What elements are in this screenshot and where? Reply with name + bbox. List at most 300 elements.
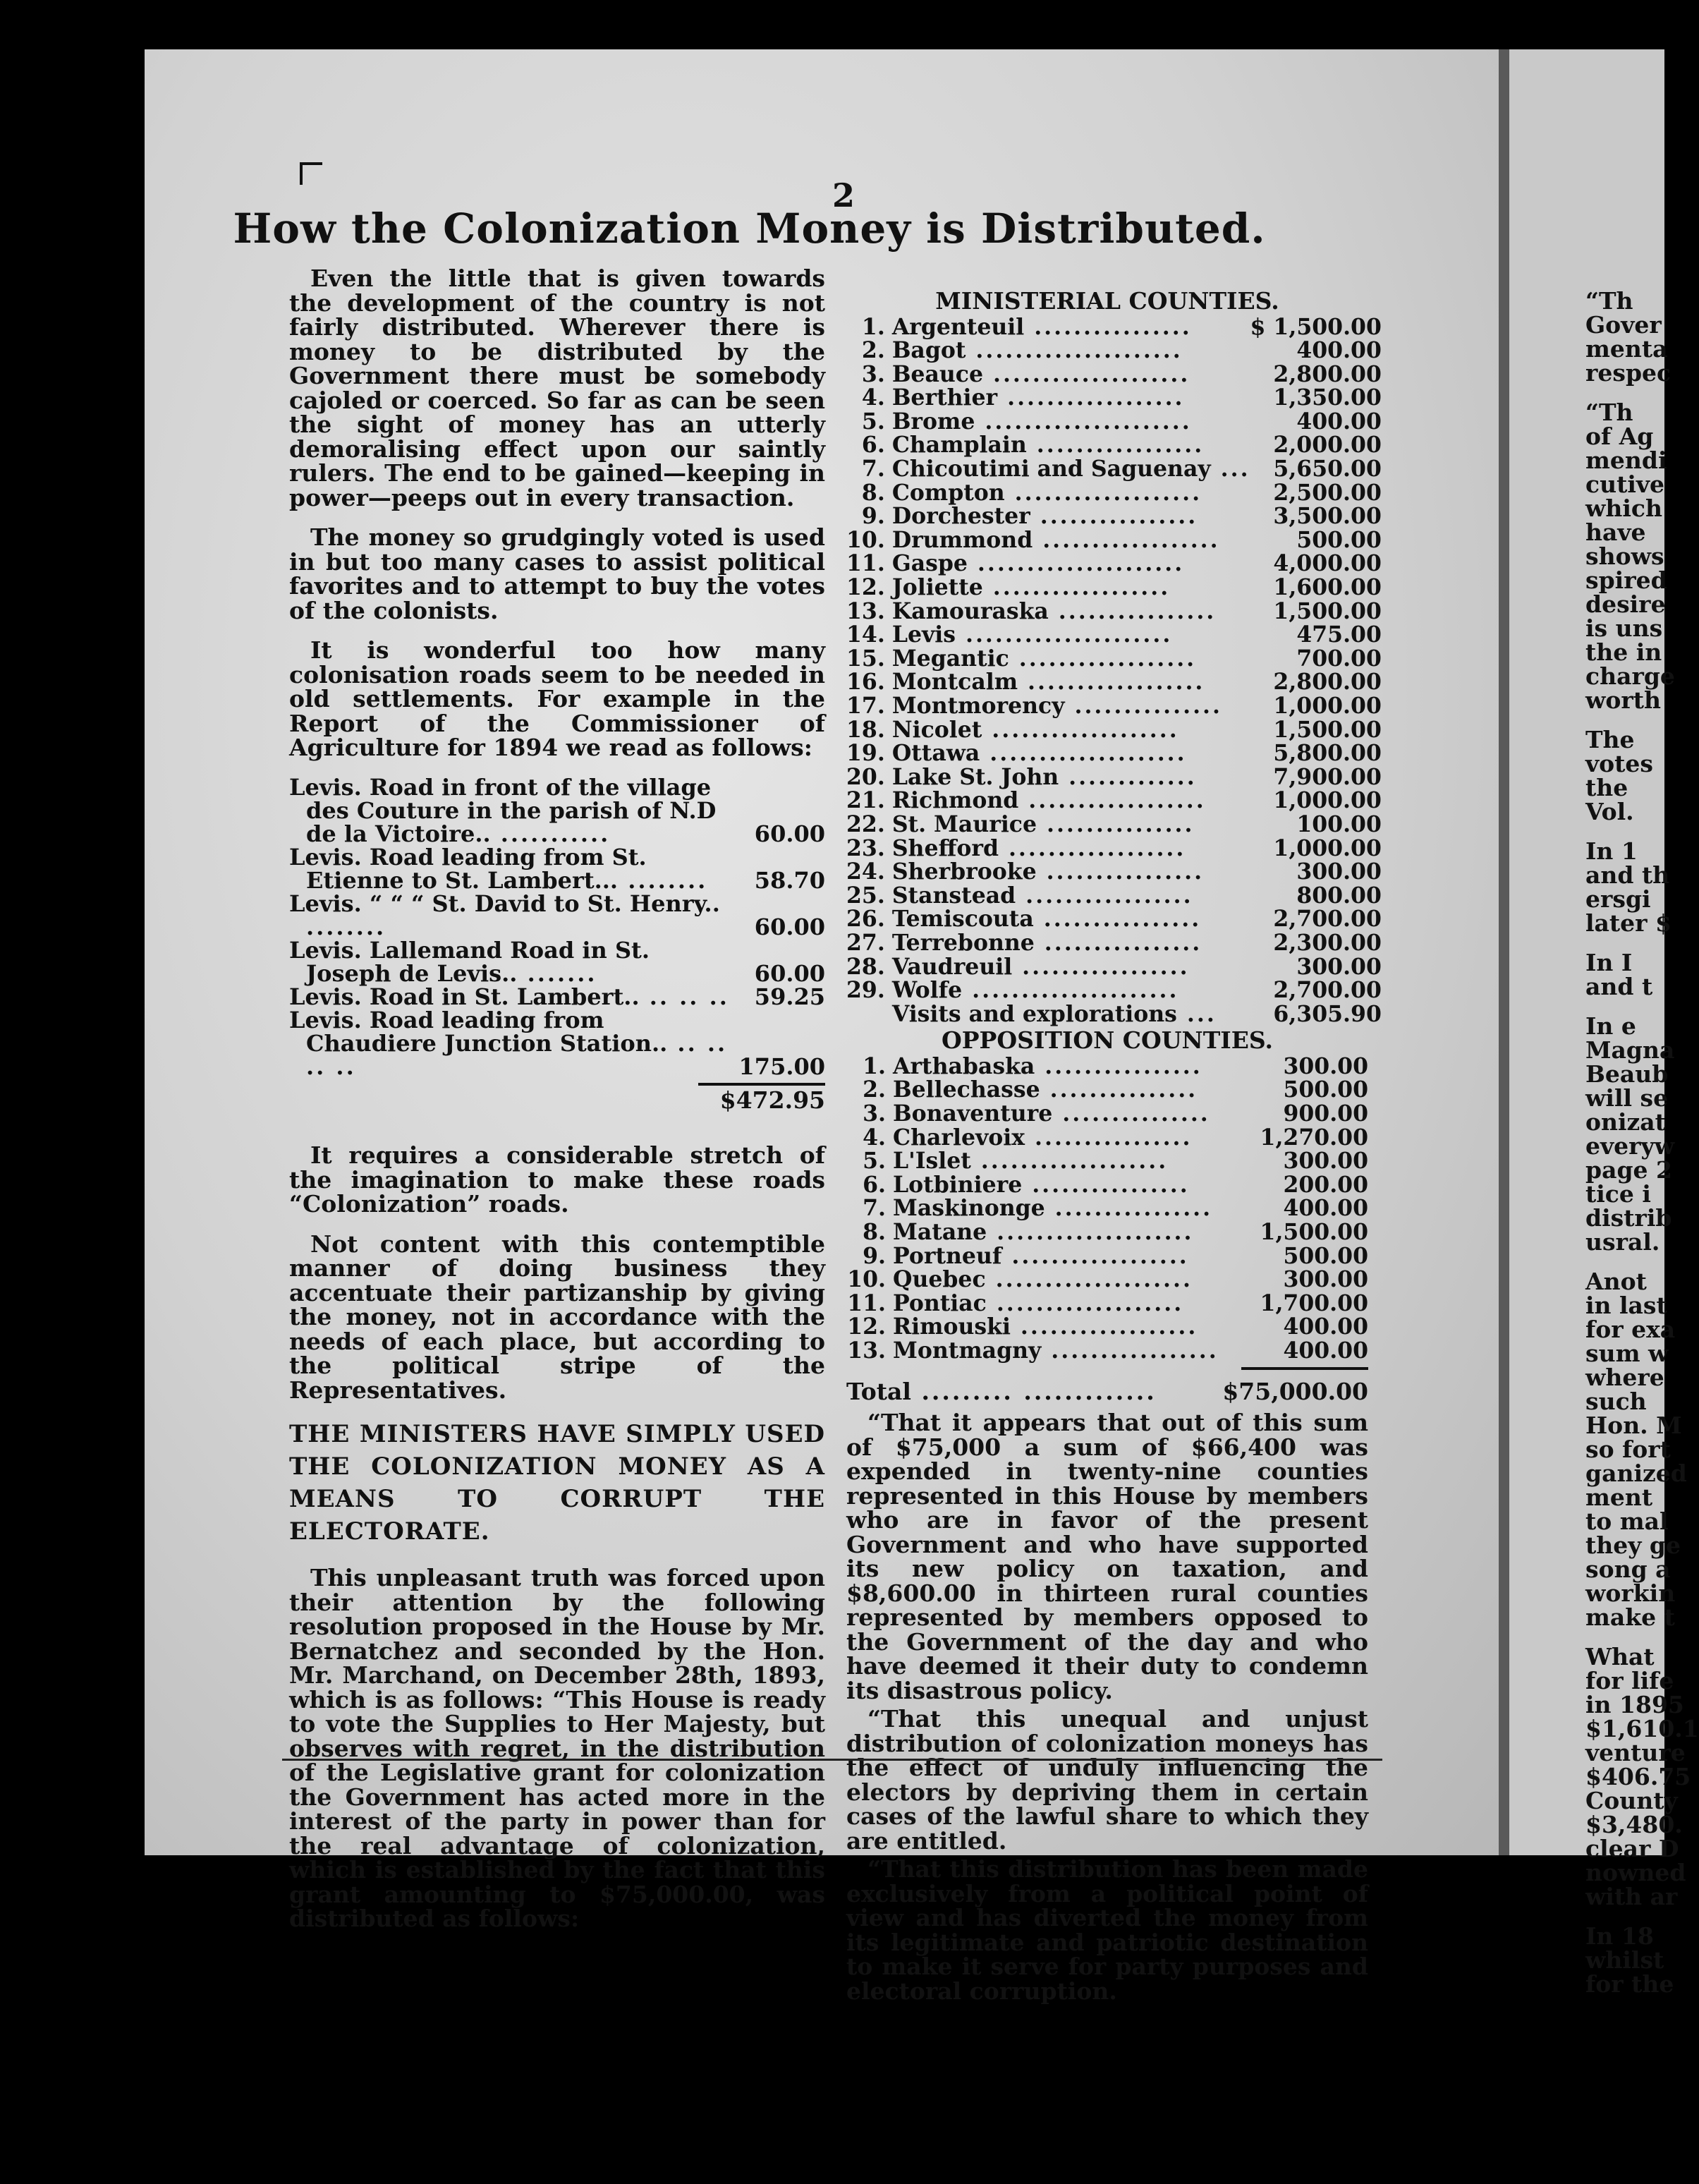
road-desc: Levis. Road in front of the village des Couture in the parish of N.D de la Victoire..	[289, 773, 717, 847]
fragment-line: $406.75	[1585, 1763, 1691, 1790]
county-amount: 400.00	[1283, 1337, 1368, 1364]
county-amount: 1,500.00	[1260, 1218, 1368, 1245]
leader-dots: ...............	[1052, 1100, 1210, 1127]
fragment-line: where	[1585, 1364, 1664, 1391]
leader-dots: ........	[306, 913, 386, 940]
county-number: 3.	[861, 360, 885, 387]
county-row	[846, 813, 1382, 837]
leader-dots: ..................	[1033, 526, 1220, 553]
county-amount: 5,800.00	[1273, 740, 1382, 767]
crop-mark	[300, 162, 322, 185]
road-desc: Levis. Road leading from St. Etienne to St. Lambert...	[289, 843, 647, 894]
county-amount: 1,700.00	[1260, 1290, 1368, 1316]
county-amount: 500.00	[1283, 1076, 1368, 1103]
fragment-line: so fort	[1585, 1436, 1671, 1463]
fragment-line: cutive	[1585, 471, 1665, 498]
fragment-line: tice i	[1585, 1180, 1651, 1208]
county-row	[846, 1244, 1368, 1268]
fragment-line: What	[1585, 1643, 1655, 1670]
county-name: Vaudreuil	[891, 953, 1013, 980]
county-amount: 1,270.00	[1260, 1124, 1368, 1151]
county-number: 21.	[846, 787, 885, 814]
county-row	[846, 1002, 1382, 1026]
fragment-line: for life	[1585, 1667, 1674, 1694]
paragraph: Not content with this contemptible manner of doing business they accentuate their partizanship by giving the money, not in accordance with the needs of each place, but according to the political stripe of the Representatives.	[289, 1230, 825, 1404]
county-row	[846, 528, 1382, 552]
fragment-line: nowned	[1585, 1859, 1686, 1886]
leader-dots: ...................	[982, 716, 1179, 743]
county-name: Visits and explorations	[891, 1000, 1177, 1027]
fragment-line: usral.	[1585, 1228, 1660, 1256]
county-amount: 1,500.00	[1273, 716, 1382, 743]
leader-dots: ................	[1034, 929, 1202, 956]
leader-dots: ....................	[980, 740, 1187, 767]
leader-dots: .................	[1012, 953, 1190, 980]
county-number: 12.	[846, 574, 885, 601]
county-number: 14.	[846, 621, 885, 648]
county-amount: 1,600.00	[1273, 574, 1382, 601]
road-row	[289, 892, 825, 939]
leader-dots: .............	[1059, 763, 1197, 790]
county-name: Charlevoix	[893, 1124, 1025, 1151]
county-name: St. Maurice	[891, 811, 1037, 837]
fragment-line: the in	[1585, 638, 1662, 666]
leader-dots: ..................	[1018, 787, 1206, 814]
leader-dots: .....................	[966, 337, 1183, 364]
county-row	[846, 504, 1382, 528]
leader-dots: ......... .............	[911, 1377, 1157, 1405]
paragraph: It is wonderful too how many colonisation roads seem to be needed in old settlements. For example in the Report of the Commissioner of Agriculture for 1894 we read as follows:	[289, 636, 825, 761]
fragment-line: which	[1585, 495, 1663, 522]
opposition-table	[846, 1052, 1368, 1364]
county-row	[846, 1055, 1368, 1079]
road-desc: Levis. Road leading from Chaudiere Junction Station..	[289, 1006, 668, 1057]
county-name: Wolfe	[891, 977, 963, 1004]
road-desc: Levis. “ “ “ St. David to St. Henry..	[289, 890, 720, 917]
page-gutter	[1499, 49, 1509, 1855]
county-name: Berthier	[891, 384, 998, 411]
county-number: 26.	[846, 906, 885, 933]
county-name: Pontiac	[893, 1290, 987, 1316]
county-name: Nicolet	[891, 716, 982, 743]
road-row	[289, 846, 825, 892]
county-number	[846, 1002, 892, 1026]
county-number: 27.	[846, 929, 885, 956]
county-name: Rimouski	[893, 1314, 1011, 1340]
county-number: 17.	[846, 693, 885, 719]
county-name: Matane	[893, 1218, 987, 1245]
county-name: Bonaventure	[893, 1100, 1053, 1127]
fold-line	[282, 1759, 1382, 1761]
fragment-line: respec	[1585, 359, 1671, 387]
fragment-line: in 1895	[1585, 1691, 1684, 1718]
leader-dots: .......	[517, 959, 597, 987]
county-row	[846, 837, 1382, 861]
county-amount: 400.00	[1296, 337, 1382, 364]
county-row	[846, 931, 1382, 955]
fragment-line: later $	[1585, 909, 1671, 937]
county-name: Lotbiniere	[893, 1171, 1023, 1198]
county-amount: 2,500.00	[1273, 479, 1382, 506]
county-name: Megantic	[891, 645, 1009, 672]
leader-dots: ................	[1045, 1195, 1213, 1222]
leader-dots: .....................	[962, 977, 1179, 1004]
county-amount: 1,000.00	[1273, 835, 1382, 861]
county-number: 23.	[846, 835, 885, 861]
paragraph: “That this distribution has been made exclusively from a political point of view and has diverted the money from its legitimate and patriotic destination to make it serve for party purposes and electoral corruption.	[846, 1855, 1368, 2005]
fragment-line: ersgi	[1585, 885, 1651, 913]
fragment-line: song a	[1585, 1555, 1671, 1583]
leader-dots: .....................	[956, 621, 1173, 648]
county-name: Lake St. John	[891, 763, 1059, 790]
county-row	[846, 694, 1382, 718]
fragment-line: spired	[1585, 566, 1667, 594]
leader-dots: ..................	[1001, 1242, 1189, 1269]
fragment-line: will se	[1585, 1084, 1669, 1112]
county-row	[846, 860, 1382, 884]
fragment-line: shows	[1585, 542, 1664, 570]
county-number: 11.	[846, 550, 885, 577]
county-number: 13.	[847, 1337, 886, 1364]
leader-dots: ................	[1024, 313, 1192, 340]
county-name: Terrebonne	[891, 929, 1035, 956]
county-name: Montcalm	[891, 669, 1018, 696]
leader-dots: ...................	[1004, 479, 1202, 506]
fragment-line: votes	[1585, 750, 1654, 777]
county-name: Sherbrooke	[891, 859, 1037, 885]
county-row	[846, 907, 1382, 931]
leader-dots: ...................	[970, 1148, 1169, 1175]
fragment-line: In 18	[1585, 1922, 1654, 1950]
county-name: Kamouraska	[891, 597, 1049, 624]
county-amount: 300.00	[1283, 1148, 1368, 1175]
county-number: 15.	[846, 645, 885, 672]
county-amount: 2,000.00	[1273, 432, 1382, 459]
county-amount: 400.00	[1296, 408, 1382, 435]
fragment-line: desire	[1585, 590, 1666, 618]
leader-dots: ...............	[1064, 693, 1222, 719]
county-number: 22.	[846, 811, 885, 837]
county-number: 8.	[863, 1218, 886, 1245]
page-number: 2	[832, 176, 855, 214]
county-amount: 100.00	[1296, 811, 1382, 837]
leader-dots: ..................	[1010, 1314, 1198, 1340]
county-row	[846, 1268, 1368, 1292]
fragment-line: “Th	[1585, 399, 1633, 426]
county-row	[846, 1078, 1368, 1102]
county-number: 7.	[861, 456, 885, 483]
leader-dots: ...	[1210, 456, 1250, 483]
fragment-line: and th	[1585, 861, 1670, 889]
leader-dots: ..................	[982, 574, 1171, 601]
county-number: 2.	[861, 337, 885, 364]
county-name: Gaspe	[891, 550, 968, 577]
leader-dots: .................	[1026, 432, 1205, 459]
fragment-line: they ge	[1585, 1531, 1681, 1559]
county-number: 29.	[846, 977, 885, 1004]
leader-dots: ................	[1030, 503, 1198, 530]
county-number: 1.	[863, 1052, 886, 1079]
leader-dots: ................	[1035, 1052, 1202, 1079]
total-row	[846, 1377, 1368, 1405]
county-number: 12.	[847, 1314, 886, 1340]
road-amount: 60.00	[754, 820, 825, 847]
county-row	[846, 1173, 1368, 1197]
county-row	[846, 363, 1382, 387]
county-row	[846, 386, 1382, 410]
leader-dots: ....................	[987, 1218, 1194, 1245]
fragment-line: Magna	[1585, 1036, 1675, 1064]
county-amount: 2,700.00	[1273, 906, 1382, 933]
county-name: Compton	[891, 479, 1005, 506]
fragment-line: for the	[1585, 1970, 1674, 1998]
leader-dots: .....................	[975, 408, 1192, 435]
fragment-line: of Ag	[1585, 423, 1654, 450]
county-row	[846, 1339, 1368, 1363]
total-label: Total	[846, 1377, 911, 1405]
fragment-line: County	[1585, 1787, 1678, 1814]
county-number: 16.	[846, 669, 885, 696]
county-name: Chicoutimi and Saguenay	[891, 456, 1211, 483]
county-name: Champlain	[891, 432, 1027, 459]
fragment-line: ment	[1585, 1484, 1653, 1511]
county-name: Ottawa	[891, 740, 980, 767]
county-number: 4.	[861, 384, 885, 411]
county-row	[846, 600, 1382, 624]
county-amount: 400.00	[1283, 1195, 1368, 1222]
fragment-line: sum w	[1585, 1340, 1669, 1367]
sum-rule	[698, 1083, 825, 1086]
county-name: Drummond	[891, 526, 1033, 553]
fragment-line: “Th	[1585, 287, 1633, 315]
county-amount: $ 1,500.00	[1250, 313, 1382, 340]
road-expense-table	[289, 773, 825, 1080]
fragment-line: mendi	[1585, 447, 1667, 474]
county-row	[846, 1102, 1368, 1126]
fragment-line: venture	[1585, 1739, 1686, 1766]
county-row	[846, 410, 1382, 434]
ministerial-title: MINISTERIAL COUNTIES.	[935, 287, 1279, 315]
county-row	[846, 978, 1382, 1002]
fragment-line: worth	[1585, 686, 1662, 714]
fragment-line: Vol.	[1585, 798, 1634, 825]
county-amount: 500.00	[1283, 1242, 1368, 1269]
opposition-title: OPPOSITION COUNTIES.	[941, 1026, 1274, 1055]
fragment-line: whilst	[1585, 1946, 1664, 1974]
leader-dots: .....................	[967, 550, 1185, 577]
county-amount: 300.00	[1296, 953, 1382, 980]
county-number: 9.	[863, 1242, 886, 1269]
county-number: 1.	[861, 313, 885, 340]
leader-dots: ...................	[986, 1290, 1184, 1316]
county-name: Bellechasse	[893, 1076, 1040, 1103]
road-row	[289, 776, 825, 846]
county-number: 9.	[861, 503, 885, 530]
headline: How the Colonization Money is Distributed.	[233, 205, 1266, 253]
county-name: Brome	[891, 408, 975, 435]
county-number: 5.	[863, 1148, 886, 1175]
left-column	[289, 267, 825, 1947]
leader-dots: .................	[1041, 1337, 1219, 1364]
county-number: 8.	[861, 479, 885, 506]
county-name: Quebec	[893, 1266, 986, 1293]
road-desc: Levis. Road in St. Lambert..	[289, 983, 640, 1010]
county-name: Montmagny	[893, 1337, 1042, 1364]
fragment-line: make t	[1585, 1603, 1675, 1631]
county-amount: 2,800.00	[1273, 669, 1382, 696]
county-name: Levis	[891, 621, 956, 648]
county-row	[846, 884, 1382, 908]
county-row	[846, 955, 1382, 979]
county-row	[846, 718, 1382, 742]
leader-dots: ................	[1033, 906, 1202, 933]
county-number: 28.	[846, 953, 885, 980]
county-name: Montmorency	[891, 693, 1065, 719]
county-amount: 2,700.00	[1273, 977, 1382, 1004]
leader-dots: ...	[1176, 1000, 1217, 1027]
leader-dots: ................	[1036, 859, 1205, 885]
fragment-line: distrib	[1585, 1204, 1672, 1232]
county-amount: 475.00	[1296, 621, 1382, 648]
leader-dots: ....................	[985, 1266, 1193, 1293]
county-amount: 4,000.00	[1273, 550, 1382, 577]
county-number: 20.	[846, 763, 885, 790]
county-row	[846, 576, 1382, 600]
road-amount: 59.25	[754, 983, 825, 1010]
road-row	[289, 1009, 825, 1079]
fragment-line: clear D	[1585, 1835, 1679, 1862]
middle-column	[846, 287, 1382, 2008]
county-number: 11.	[847, 1290, 886, 1316]
leader-dots: .. .. .. ..	[306, 1029, 728, 1080]
paragraph: “That this unequal and unjust distribution of colonization moneys has the effect of unduly influencing the electors by depriving them in certain cases of the lawful share to which they are entitled.	[846, 1705, 1368, 1855]
county-name: Joliette	[891, 574, 983, 601]
fragment-line: with ar	[1585, 1883, 1678, 1910]
leader-dots: ..................	[1018, 669, 1205, 696]
fragment-line: to mal	[1585, 1507, 1669, 1535]
county-amount: 2,300.00	[1273, 929, 1382, 956]
leader-dots: ........	[618, 866, 708, 894]
fragment-line: Hon. M	[1585, 1412, 1682, 1439]
fragment-line: Anot	[1585, 1268, 1647, 1295]
fragment-line: in last	[1585, 1292, 1667, 1319]
county-name: Beauce	[891, 360, 984, 387]
fragment-line: In 1	[1585, 837, 1638, 865]
county-row	[846, 339, 1382, 363]
leader-dots: .. .. ..	[639, 983, 729, 1010]
fragment-line: In I	[1585, 949, 1633, 976]
fragment-line: $3,480.	[1585, 1811, 1683, 1838]
leader-dots: ...............	[1040, 1076, 1198, 1103]
county-name: Argenteuil	[891, 313, 1025, 340]
leader-dots: ................	[1048, 597, 1217, 624]
fragment-line: workin	[1585, 1579, 1676, 1607]
county-number: 13.	[846, 597, 885, 624]
fragment-line: for exa	[1585, 1316, 1676, 1343]
fragment-line: In e	[1585, 1012, 1636, 1040]
fragment-line: everyw	[1585, 1132, 1675, 1160]
county-amount: 300.00	[1283, 1052, 1368, 1079]
caps-heading: THE MINISTERS HAVE SIMPLY USED THE COLONIZATION MONEY AS A MEANS TO CORRUPT THE ELECTORATE.	[289, 1420, 825, 1546]
paragraph: This unpleasant truth was forced upon their attention by the following resolution proposed in the House by Mr. Bernatchez and seconded by the Hon. Mr. Marchand, on December 28th, 1893, which is as follows: “This House is ready to vote the Supplies to Her Majesty, but observes with regret, in the distribution of the Legislative grant for colonization the Government has acted more in the interest of the party in power than for the real advantage of colonization, which is established by the fact that this grant amounting to $75,000.00, was distributed as follows:	[289, 1564, 825, 1932]
county-row	[846, 647, 1382, 671]
county-row	[846, 1292, 1368, 1316]
road-total: $472.95	[719, 1086, 825, 1114]
county-name: Portneuf	[893, 1242, 1002, 1269]
county-number: 7.	[863, 1195, 886, 1222]
county-row	[846, 1126, 1368, 1150]
county-amount: 2,800.00	[1273, 360, 1382, 387]
county-amount: 200.00	[1283, 1171, 1368, 1198]
fragment-line: the	[1585, 774, 1628, 801]
leader-dots: ..................	[1009, 645, 1197, 672]
county-amount: 1,500.00	[1273, 597, 1382, 624]
county-amount: 900.00	[1283, 1100, 1368, 1127]
county-amount: 1,000.00	[1273, 787, 1382, 814]
county-amount: 400.00	[1283, 1314, 1368, 1340]
leader-dots: ...........	[490, 820, 611, 847]
fragment-line: ganized	[1585, 1460, 1687, 1487]
leader-dots: ...............	[1037, 811, 1195, 837]
county-amount: 3,500.00	[1273, 503, 1382, 530]
leader-dots: .................	[1016, 882, 1193, 909]
county-name: L'Islet	[893, 1148, 971, 1175]
fragment-line: menta	[1585, 335, 1668, 363]
fragment-line: The	[1585, 726, 1635, 753]
county-row	[846, 481, 1382, 505]
paragraph: The money so grudgingly voted is used in but too many cases to assist political favorites and to attempt to buy the votes of the colonists.	[289, 523, 825, 624]
county-name: Richmond	[891, 787, 1019, 814]
county-number: 2.	[863, 1076, 886, 1103]
county-row	[846, 552, 1382, 576]
leader-dots: ................	[1025, 1124, 1193, 1151]
county-name: Arthabaska	[893, 1052, 1035, 1079]
county-number: 10.	[846, 526, 885, 553]
county-amount: 5,650.00	[1273, 456, 1382, 483]
fragment-line: $1,610.1	[1585, 1715, 1699, 1742]
fragment-line: is uns	[1585, 614, 1663, 642]
county-number: 25.	[846, 882, 885, 909]
total-rule-top	[1241, 1367, 1368, 1370]
county-number: 18.	[846, 716, 885, 743]
road-amount: 60.00	[754, 959, 825, 987]
county-number: 6.	[861, 432, 885, 459]
county-amount: 800.00	[1296, 882, 1382, 909]
fragment-line: and t	[1585, 973, 1653, 1000]
county-name: Dorchester	[891, 503, 1030, 530]
paragraph: It requires a considerable stretch of the imagination to make these roads “Colonization” roads.	[289, 1141, 825, 1218]
fragment-line: have	[1585, 518, 1646, 546]
road-desc: Levis. Lallemand Road in St. Joseph de Levis..	[289, 936, 650, 987]
county-amount: 300.00	[1283, 1266, 1368, 1293]
county-amount: 300.00	[1296, 859, 1382, 885]
county-name: Temiscouta	[891, 906, 1034, 933]
county-row	[846, 765, 1382, 789]
county-amount: 7,900.00	[1273, 763, 1382, 790]
fragment-line: Beaub	[1585, 1060, 1669, 1088]
total-value: $75,000.00	[1222, 1377, 1368, 1405]
county-amount: 1,000.00	[1273, 693, 1382, 719]
county-name: Stanstead	[891, 882, 1016, 909]
county-row	[846, 741, 1382, 765]
fragment-line: onizat	[1585, 1108, 1666, 1136]
county-row	[846, 1315, 1368, 1339]
county-amount: 6,305.90	[1273, 1000, 1382, 1027]
fragment-line: charge	[1585, 662, 1675, 690]
county-row	[846, 670, 1382, 694]
county-number: 24.	[846, 859, 885, 885]
county-row	[846, 1196, 1368, 1220]
